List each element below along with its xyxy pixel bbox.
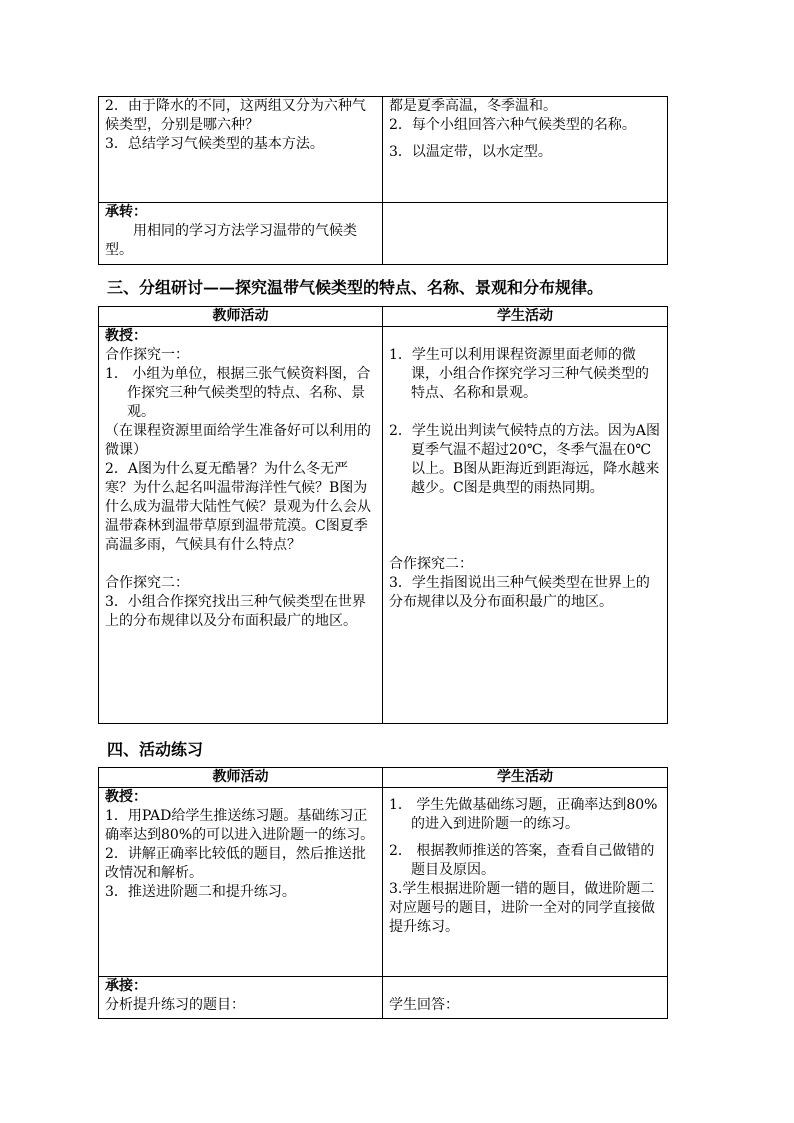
student-item: 1． 学生先做基础练习题，正确率达到80%的进入到进阶题一的练习。 [389,797,658,832]
section-heading: 四、活动练习 [107,740,204,759]
cell-text: 学生回答： [389,997,459,1013]
student-cell [383,788,668,977]
section-heading: 三、分组研讨——探究温带气候类型的特点、名称、景观和分布规律。 [107,278,604,297]
cell-title: 教授： [105,328,147,344]
column-header: 学生活动 [383,768,668,788]
cell-title: 承转： [105,204,147,220]
explore-label: 合作探究二： [105,575,189,591]
teacher-item: 1． 小组为单位，根据三张气候资料图，合作探究三种气候类型的特点、名称、景观。 [105,366,371,420]
teacher-cell [99,977,383,1019]
student-cell [383,327,668,724]
teacher-item: 3．总结学习气候类型的基本方法。 [105,136,324,152]
teacher-item: 3．小组合作探究找出三种气候类型在世界上的分布规律以及分布面积最广的地区。 [105,594,366,629]
teacher-cell [99,203,383,265]
teacher-cell [99,97,383,203]
teacher-item: 2．A图为什么夏无酷暑？为什么冬无严寒？为什么起名叫温带海洋性气候？B图为什么成为温带大陆性气候？景观为什么会从温带森林到温带草原到温带荒漠。C图夏季高温多雨，气候具有什么特点？ [105,461,371,553]
teacher-item: 2．讲解正确率比较低的题目，然后推送批改情况和解析。 [105,846,366,881]
table-continuation [98,96,668,265]
cell-title: 教授： [105,789,147,805]
table-row [99,788,668,977]
teacher-note: （在课程资源里面给学生准备好可以利用的微课） [105,423,371,458]
teacher-item: 1．用PAD给学生推送练习题。基础练习正确率达到80%的可以进入进阶题一的练习。 [105,808,375,843]
table-row [99,203,668,265]
teacher-cell [99,327,383,724]
teacher-item: 2．由于降水的不同，这两组又分为六种气候类型，分别是哪六种？ [105,98,366,133]
student-item: 2．每个小组回答六种气候类型的名称。 [389,117,636,133]
student-cell [383,203,668,265]
student-item: 3.学生根据进阶题一错的题目，做进阶题二对应题号的题目，进阶一全对的同学直接做提升练习。 [389,881,655,935]
cell-text: 用相同的学习方法学习温带的气候类型。 [105,223,357,258]
table-row [99,97,668,203]
student-cell [383,97,668,203]
table-header-row [99,768,668,788]
table-activity-practice [98,767,668,1019]
student-item: 3．学生指图说出三种气候类型在世界上的分布规律以及分布面积最广的地区。 [389,575,650,610]
teacher-item: 3．推送进阶题二和提升练习。 [105,884,296,900]
explore-label: 合作探究二： [389,556,473,572]
cell-title: 承接： [105,978,147,994]
explore-label: 合作探究一： [105,347,189,363]
cell-text: 分析提升练习的题目： [105,997,245,1013]
student-item: 都是夏季高温，冬季温和。 [389,98,557,114]
column-header: 教师活动 [99,307,383,327]
student-item: 2．学生说出判读气候特点的方法。因为A图夏季气温不超过20℃，冬季气温在0℃以上。B图从距海近到距海远，降水越来越少。C图是典型的雨热同期。 [389,423,661,496]
student-cell [383,977,668,1019]
table-group-research [98,306,668,724]
teacher-cell [99,788,383,977]
table-row [99,327,668,724]
column-header: 学生活动 [383,307,668,327]
student-item: 1．学生可以利用课程资源里面老师的微课，小组合作探究学习三种气候类型的特点、名称和景观。 [389,347,649,401]
table-header-row [99,307,668,327]
column-header: 教师活动 [99,768,383,788]
student-item: 2． 根据教师推送的答案，查看自己做错的题目及原因。 [389,843,655,878]
table-row [99,977,668,1019]
student-item: 3．以温定带，以水定型。 [389,144,552,160]
